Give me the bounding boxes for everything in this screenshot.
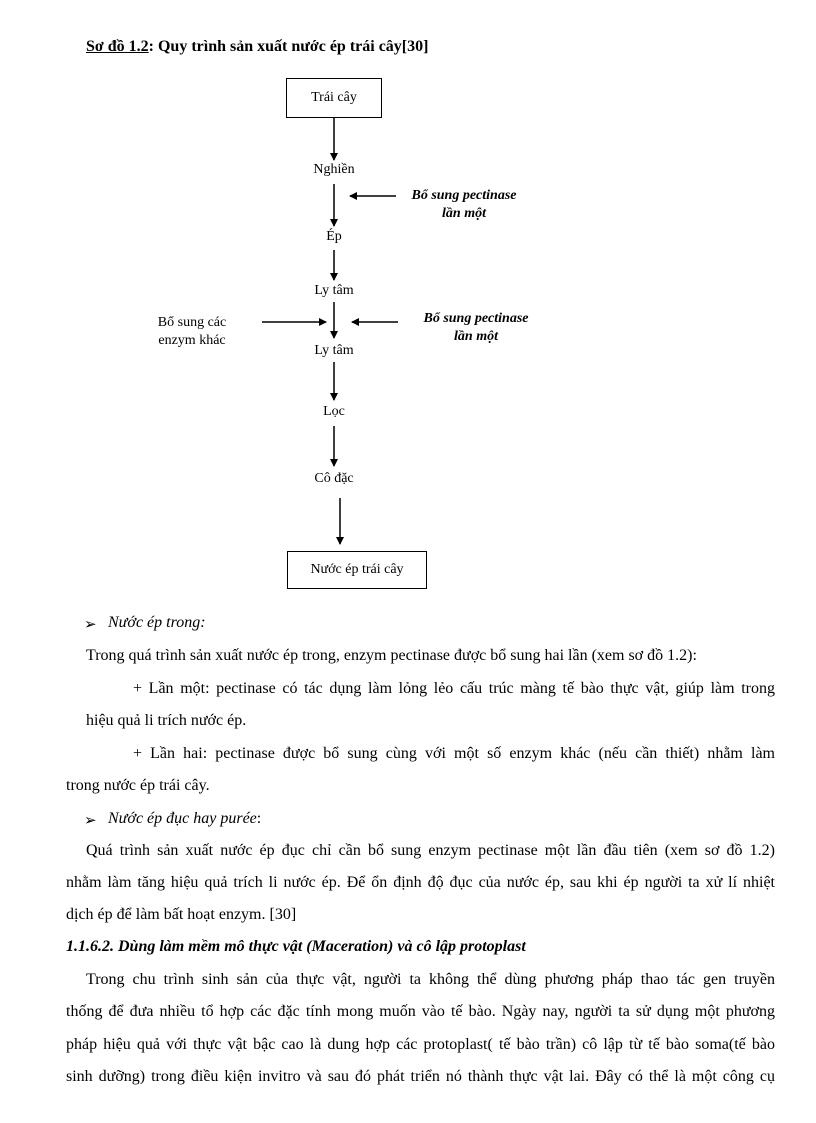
cloudy-heading-colon: :	[256, 810, 262, 827]
section-line-3: pháp hiệu quả với thực vật bậc cao là dung hợp các protoplast( tế bào trần) cô lập từ tế bào soma(tế bào	[66, 1036, 775, 1053]
section-line-1: Trong chu trình sinh sản của thực vật, người ta không thể dùng phương pháp thao tác gen truyền	[86, 971, 775, 988]
first-time-line-2: hiệu quả li trích nước ép.	[86, 712, 247, 729]
section-line-2: thống để đưa nhiều tổ hợp các đặc tính mong muốn vào tế bào. Ngày nay, người ta sử dụng một phương	[66, 1003, 775, 1020]
side-note-line: Bổ sung các	[157, 315, 227, 330]
caption-number: Sơ đồ 1.2	[86, 38, 149, 55]
bullet-arrow-icon: ➢	[84, 813, 97, 829]
first-time-line-1: + Lần một: pectinase có tác dụng làm lỏng lẻo cấu trúc màng tế bào thực vật, giúp làm trong	[133, 680, 775, 697]
side-note-line: Bổ sung pectinase	[411, 188, 517, 203]
flow-step-crush: Nghiền	[313, 162, 355, 177]
flow-end-label: Nước ép trái cây	[310, 562, 404, 577]
section-heading: 1.1.6.2. Dùng làm mềm mô thực vật (Maceration) và cô lập protoplast	[66, 938, 526, 955]
flow-step-centrifuge-1: Ly tâm	[314, 283, 354, 298]
caption-title: : Quy trình sản xuất nước ép trái cây[30]	[148, 38, 429, 55]
clear-juice-heading: Nước ép trong:	[108, 614, 206, 631]
side-note-line: Bổ sung pectinase	[423, 311, 529, 326]
flow-step-filter: Lọc	[323, 404, 345, 419]
flow-step-press: Ép	[326, 229, 342, 244]
side-note-line: enzym khác	[158, 333, 226, 348]
side-note-line: lần một	[442, 206, 486, 221]
flow-start-box	[286, 78, 382, 118]
cloudy-heading-text: Nước ép đục hay purée	[108, 810, 257, 827]
flow-step-centrifuge-2: Ly tâm	[314, 343, 354, 358]
side-note-enzyme	[142, 314, 242, 350]
cloudy-line-3: dịch ép để làm bất hoạt enzym. [30]	[66, 906, 297, 923]
flow-start-label: Trái cây	[311, 90, 357, 105]
second-time-line-2: trong nước ép trái cây.	[66, 777, 210, 794]
side-note-pectinase-1	[396, 187, 532, 223]
side-note-line: lần một	[454, 329, 498, 344]
cloudy-heading	[108, 810, 261, 828]
section-line-4: sinh dưỡng) trong điều kiện invitro và sau đó phát triển nó thành thực vật lai. Đây có thể là một công cụ	[66, 1068, 775, 1085]
cloudy-line-2: nhằm làm tăng hiệu quả trích li nước ép. Để ổn định độ đục của nước ép, sau khi ép người ta xử lí nhiệt	[66, 874, 775, 891]
flow-end-box	[287, 551, 427, 589]
flow-step-concentrate: Cô đặc	[314, 471, 354, 486]
clear-juice-intro: Trong quá trình sản xuất nước ép trong, enzym pectinase được bổ sung hai lần (xem sơ đồ 1.2):	[86, 647, 697, 664]
second-time-line-1: + Lần hai: pectinase được bổ sung cùng với một số enzym khác (nếu cần thiết) nhằm làm	[133, 745, 775, 762]
side-note-pectinase-2	[408, 310, 544, 346]
bullet-arrow-icon: ➢	[84, 617, 97, 633]
cloudy-line-1: Quá trình sản xuất nước ép đục chỉ cần bổ sung enzym pectinase một lần đầu tiên (xem sơ đồ 1.2)	[86, 842, 775, 859]
